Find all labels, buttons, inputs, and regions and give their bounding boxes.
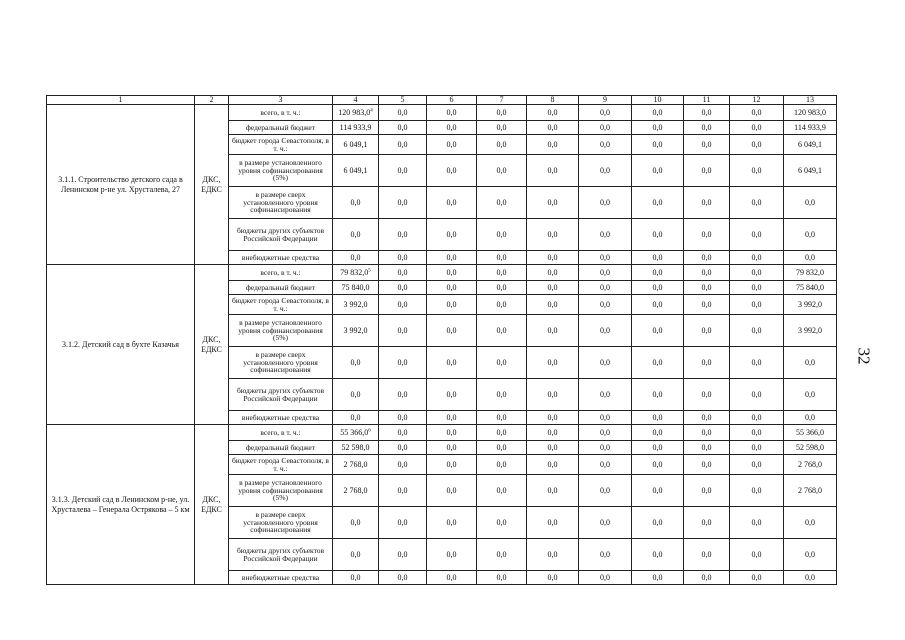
amount-cell: 0,0 — [730, 155, 784, 187]
amount-cell: 0,0 — [379, 475, 427, 507]
amount-value: 3 992,0 — [343, 299, 368, 309]
amount-cell: 0,0 — [527, 187, 579, 219]
amount-value: 114 933,9 — [339, 122, 372, 132]
total-cell: 52 598,0 — [784, 441, 837, 455]
amount-value: 0,0 — [350, 357, 361, 367]
amount-cell: 0,0 — [579, 105, 632, 121]
amount-cell: 0,0 — [477, 219, 527, 251]
amount-value: 0,0 — [350, 252, 361, 262]
amount-cell — [333, 295, 379, 315]
amount-cell: 0,0 — [427, 251, 477, 265]
amount-cell: 0,0 — [730, 281, 784, 295]
column-header: 4 — [333, 96, 379, 105]
funding-source-label: всего, в т. ч.: — [229, 425, 333, 441]
amount-cell: 0,0 — [684, 455, 730, 475]
amount-cell: 0,0 — [477, 475, 527, 507]
amount-cell: 0,0 — [684, 441, 730, 455]
amount-cell: 0,0 — [632, 455, 684, 475]
amount-cell: 0,0 — [730, 219, 784, 251]
amount-cell: 0,0 — [579, 475, 632, 507]
amount-cell: 0,0 — [632, 219, 684, 251]
funding-source-label: внебюджетные средства — [229, 251, 333, 265]
amount-cell — [333, 455, 379, 475]
amount-cell: 0,0 — [477, 539, 527, 571]
amount-cell: 0,0 — [684, 251, 730, 265]
amount-cell: 0,0 — [632, 571, 684, 585]
total-cell: 0,0 — [784, 539, 837, 571]
amount-cell: 0,0 — [379, 347, 427, 379]
amount-cell: 0,0 — [379, 315, 427, 347]
total-cell: 79 832,0 — [784, 265, 837, 281]
column-header: 13 — [784, 96, 837, 105]
total-cell: 0,0 — [784, 379, 837, 411]
amount-cell: 0,0 — [379, 539, 427, 571]
project-title: 3.1.2. Детский сад в бухте Казачья — [47, 265, 195, 425]
amount-cell — [333, 187, 379, 219]
amount-cell: 0,0 — [684, 539, 730, 571]
amount-cell: 0,0 — [527, 135, 579, 155]
amount-cell: 0,0 — [527, 411, 579, 425]
amount-cell: 0,0 — [684, 121, 730, 135]
page-number: 32 — [854, 347, 874, 365]
total-cell: 6 049,1 — [784, 135, 837, 155]
amount-cell: 0,0 — [730, 475, 784, 507]
amount-value: 120 983,0 — [338, 107, 371, 117]
amount-cell: 0,0 — [684, 411, 730, 425]
amount-cell: 0,0 — [379, 105, 427, 121]
column-header: 11 — [684, 96, 730, 105]
amount-cell: 0,0 — [632, 281, 684, 295]
amount-cell: 0,0 — [527, 347, 579, 379]
total-cell: 0,0 — [784, 347, 837, 379]
amount-cell: 0,0 — [632, 265, 684, 281]
amount-cell: 0,0 — [527, 121, 579, 135]
amount-cell: 0,0 — [379, 281, 427, 295]
amount-cell: 0,0 — [579, 441, 632, 455]
amount-cell: 0,0 — [684, 295, 730, 315]
amount-cell: 0,0 — [427, 347, 477, 379]
amount-value: 75 840,0 — [341, 282, 370, 292]
amount-cell: 0,0 — [730, 265, 784, 281]
table-row — [47, 265, 837, 281]
amount-cell: 0,0 — [684, 475, 730, 507]
amount-cell: 0,0 — [730, 411, 784, 425]
amount-cell: 0,0 — [684, 281, 730, 295]
amount-cell: 0,0 — [477, 135, 527, 155]
funding-source-label: бюджет города Севастополя, в т. ч.: — [229, 295, 333, 315]
amount-cell: 0,0 — [684, 105, 730, 121]
amount-cell: 0,0 — [427, 219, 477, 251]
column-header: 9 — [579, 96, 632, 105]
amount-cell: 0,0 — [579, 455, 632, 475]
funding-source-label: федеральный бюджет — [229, 441, 333, 455]
amount-cell: 0,0 — [379, 507, 427, 539]
total-cell: 2 768,0 — [784, 475, 837, 507]
amount-cell: 0,0 — [730, 251, 784, 265]
amount-cell: 0,0 — [632, 507, 684, 539]
amount-cell — [333, 441, 379, 455]
footnote-marker: 5 — [368, 267, 371, 273]
total-cell: 55 366,0 — [784, 425, 837, 441]
amount-cell — [333, 379, 379, 411]
amount-cell: 0,0 — [632, 251, 684, 265]
amount-cell: 0,0 — [632, 187, 684, 219]
total-cell: 0,0 — [784, 571, 837, 585]
amount-cell: 0,0 — [527, 295, 579, 315]
executor-cell: ДКС, ЕДКС — [195, 265, 229, 425]
amount-cell — [333, 475, 379, 507]
amount-cell: 0,0 — [427, 135, 477, 155]
amount-cell: 0,0 — [379, 295, 427, 315]
amount-cell: 0,0 — [579, 539, 632, 571]
column-header: 8 — [527, 96, 579, 105]
amount-cell: 0,0 — [427, 295, 477, 315]
funding-source-label: в размере сверх установленного уровня софинансирования — [229, 187, 333, 219]
amount-cell: 0,0 — [427, 507, 477, 539]
amount-cell: 0,0 — [579, 425, 632, 441]
amount-cell — [333, 121, 379, 135]
project-title: 3.1.3. Детский сад в Ленинском р-не, ул. Хрусталева – Генерала Острякова – 5 км — [47, 425, 195, 585]
amount-cell: 0,0 — [730, 539, 784, 571]
amount-cell: 0,0 — [527, 265, 579, 281]
amount-cell: 0,0 — [427, 571, 477, 585]
amount-cell: 0,0 — [379, 425, 427, 441]
funding-source-label: в размере сверх установленного уровня софинансирования — [229, 347, 333, 379]
amount-cell: 0,0 — [632, 155, 684, 187]
amount-cell: 0,0 — [632, 105, 684, 121]
total-cell: 114 933,9 — [784, 121, 837, 135]
amount-cell: 0,0 — [477, 187, 527, 219]
amount-cell: 0,0 — [579, 507, 632, 539]
amount-value: 6 049,1 — [343, 139, 368, 149]
funding-source-label: федеральный бюджет — [229, 121, 333, 135]
column-header: 5 — [379, 96, 427, 105]
amount-cell: 0,0 — [730, 105, 784, 121]
funding-source-label: бюджеты других субъектов Российской Федерации — [229, 539, 333, 571]
amount-cell: 0,0 — [730, 121, 784, 135]
amount-cell: 0,0 — [527, 571, 579, 585]
funding-source-label: всего, в т. ч.: — [229, 265, 333, 281]
budget-table — [46, 95, 837, 585]
amount-cell: 0,0 — [427, 539, 477, 571]
amount-cell — [333, 507, 379, 539]
amount-cell: 0,0 — [730, 135, 784, 155]
amount-cell — [333, 251, 379, 265]
amount-cell: 0,0 — [477, 105, 527, 121]
amount-value: 6 049,1 — [343, 165, 368, 175]
amount-cell: 0,0 — [379, 411, 427, 425]
amount-cell: 0,0 — [579, 281, 632, 295]
column-header: 2 — [195, 96, 229, 105]
amount-cell: 0,0 — [379, 441, 427, 455]
total-cell: 120 983,0 — [784, 105, 837, 121]
amount-cell — [333, 135, 379, 155]
column-header: 3 — [229, 96, 333, 105]
amount-cell: 0,0 — [632, 135, 684, 155]
amount-cell: 0,0 — [427, 105, 477, 121]
amount-cell: 0,0 — [730, 187, 784, 219]
funding-source-label: бюджет города Севастополя, в т. ч.: — [229, 135, 333, 155]
table-row — [47, 425, 837, 441]
amount-cell: 0,0 — [527, 455, 579, 475]
amount-cell: 0,0 — [527, 475, 579, 507]
funding-source-label: в размере установленного уровня софинансирования (5%) — [229, 475, 333, 507]
amount-value: 0,0 — [350, 389, 361, 399]
amount-cell: 0,0 — [477, 251, 527, 265]
amount-cell: 0,0 — [579, 379, 632, 411]
amount-cell: 0,0 — [730, 295, 784, 315]
amount-cell: 0,0 — [527, 539, 579, 571]
amount-cell: 0,0 — [684, 571, 730, 585]
amount-cell: 0,0 — [379, 187, 427, 219]
amount-value: 0,0 — [350, 572, 361, 582]
column-header: 6 — [427, 96, 477, 105]
executor-cell: ДКС, ЕДКС — [195, 105, 229, 265]
amount-cell: 0,0 — [379, 251, 427, 265]
amount-cell: 0,0 — [427, 411, 477, 425]
amount-cell: 0,0 — [579, 265, 632, 281]
amount-cell: 0,0 — [379, 121, 427, 135]
total-cell: 0,0 — [784, 411, 837, 425]
total-cell: 2 768,0 — [784, 455, 837, 475]
funding-source-label: в размере сверх установленного уровня софинансирования — [229, 507, 333, 539]
amount-cell — [333, 347, 379, 379]
amount-cell: 0,0 — [477, 507, 527, 539]
amount-cell: 0,0 — [477, 455, 527, 475]
amount-cell: 0,0 — [684, 507, 730, 539]
amount-cell: 0,0 — [477, 425, 527, 441]
amount-cell: 0,0 — [427, 379, 477, 411]
funding-source-label: бюджеты других субъектов Российской Федерации — [229, 379, 333, 411]
amount-cell: 0,0 — [730, 571, 784, 585]
amount-cell: 0,0 — [684, 379, 730, 411]
amount-cell: 0,0 — [379, 219, 427, 251]
amount-cell: 0,0 — [632, 121, 684, 135]
amount-cell: 0,0 — [379, 571, 427, 585]
amount-cell: 0,0 — [632, 379, 684, 411]
amount-cell: 0,0 — [477, 265, 527, 281]
amount-cell: 0,0 — [730, 455, 784, 475]
amount-cell: 0,0 — [477, 281, 527, 295]
amount-cell: 0,0 — [427, 441, 477, 455]
amount-cell: 0,0 — [730, 507, 784, 539]
amount-cell: 0,0 — [379, 135, 427, 155]
amount-cell: 0,0 — [579, 295, 632, 315]
amount-cell: 0,0 — [527, 379, 579, 411]
funding-source-label: бюджет города Севастополя, в т. ч.: — [229, 455, 333, 475]
column-header: 1 — [47, 96, 195, 105]
amount-cell: 0,0 — [684, 155, 730, 187]
funding-source-label: в размере установленного уровня софинансирования (5%) — [229, 155, 333, 187]
amount-cell: 0,0 — [477, 441, 527, 455]
amount-cell: 0,0 — [379, 155, 427, 187]
amount-cell: 0,0 — [684, 315, 730, 347]
amount-cell: 0,0 — [527, 441, 579, 455]
funding-source-label: внебюджетные средства — [229, 571, 333, 585]
amount-cell: 0,0 — [730, 315, 784, 347]
amount-cell: 0,0 — [527, 219, 579, 251]
amount-cell — [333, 105, 379, 121]
amount-value: 0,0 — [350, 229, 361, 239]
amount-cell — [333, 425, 379, 441]
amount-cell: 0,0 — [527, 425, 579, 441]
amount-value: 2 768,0 — [343, 459, 368, 469]
amount-cell: 0,0 — [632, 441, 684, 455]
amount-cell: 0,0 — [427, 265, 477, 281]
amount-cell: 0,0 — [730, 441, 784, 455]
funding-source-label: внебюджетные средства — [229, 411, 333, 425]
amount-cell: 0,0 — [632, 295, 684, 315]
amount-value: 79 832,0 — [340, 267, 369, 277]
amount-cell — [333, 281, 379, 295]
column-header: 12 — [730, 96, 784, 105]
amount-value: 55 366,0 — [340, 427, 369, 437]
amount-cell: 0,0 — [379, 265, 427, 281]
amount-cell: 0,0 — [684, 219, 730, 251]
amount-cell: 0,0 — [527, 507, 579, 539]
amount-cell: 0,0 — [684, 135, 730, 155]
amount-cell — [333, 219, 379, 251]
footnote-marker: 4 — [370, 107, 373, 113]
footnote-marker: 6 — [368, 427, 371, 433]
amount-value: 0,0 — [350, 412, 361, 422]
column-header: 7 — [477, 96, 527, 105]
amount-cell: 0,0 — [379, 379, 427, 411]
table-row — [47, 105, 837, 121]
amount-cell: 0,0 — [579, 571, 632, 585]
amount-cell: 0,0 — [632, 347, 684, 379]
amount-cell: 0,0 — [730, 347, 784, 379]
amount-cell — [333, 315, 379, 347]
amount-cell: 0,0 — [579, 121, 632, 135]
amount-cell: 0,0 — [477, 155, 527, 187]
funding-source-label: в размере установленного уровня софинансирования (5%) — [229, 315, 333, 347]
amount-cell: 0,0 — [427, 187, 477, 219]
amount-cell: 0,0 — [632, 315, 684, 347]
amount-cell: 0,0 — [427, 455, 477, 475]
amount-cell: 0,0 — [579, 219, 632, 251]
amount-cell: 0,0 — [579, 155, 632, 187]
amount-cell: 0,0 — [730, 425, 784, 441]
amount-cell: 0,0 — [684, 347, 730, 379]
amount-cell: 0,0 — [684, 187, 730, 219]
total-cell: 0,0 — [784, 187, 837, 219]
amount-value: 3 992,0 — [343, 325, 368, 335]
amount-cell: 0,0 — [477, 571, 527, 585]
amount-cell: 0,0 — [427, 281, 477, 295]
total-cell: 3 992,0 — [784, 295, 837, 315]
table-body — [47, 96, 837, 585]
amount-cell: 0,0 — [579, 135, 632, 155]
amount-cell: 0,0 — [527, 281, 579, 295]
amount-cell: 0,0 — [684, 425, 730, 441]
amount-cell: 0,0 — [477, 347, 527, 379]
amount-cell: 0,0 — [579, 347, 632, 379]
amount-cell: 0,0 — [527, 315, 579, 347]
amount-cell — [333, 539, 379, 571]
amount-cell: 0,0 — [477, 295, 527, 315]
amount-cell: 0,0 — [632, 411, 684, 425]
total-cell: 3 992,0 — [784, 315, 837, 347]
total-cell: 6 049,1 — [784, 155, 837, 187]
total-cell: 0,0 — [784, 251, 837, 265]
amount-cell — [333, 571, 379, 585]
amount-cell: 0,0 — [427, 475, 477, 507]
amount-cell: 0,0 — [632, 475, 684, 507]
amount-cell: 0,0 — [579, 187, 632, 219]
amount-value: 0,0 — [350, 517, 361, 527]
amount-cell: 0,0 — [527, 105, 579, 121]
amount-cell — [333, 411, 379, 425]
amount-cell: 0,0 — [427, 315, 477, 347]
funding-source-label: всего, в т. ч.: — [229, 105, 333, 121]
header-row — [47, 96, 837, 105]
amount-cell: 0,0 — [579, 251, 632, 265]
amount-cell: 0,0 — [632, 425, 684, 441]
amount-cell: 0,0 — [527, 251, 579, 265]
amount-cell — [333, 265, 379, 281]
amount-value: 2 768,0 — [343, 485, 368, 495]
amount-cell: 0,0 — [632, 539, 684, 571]
amount-cell: 0,0 — [477, 315, 527, 347]
amount-value: 0,0 — [350, 549, 361, 559]
total-cell: 75 840,0 — [784, 281, 837, 295]
total-cell: 0,0 — [784, 507, 837, 539]
amount-cell: 0,0 — [477, 121, 527, 135]
amount-cell: 0,0 — [527, 155, 579, 187]
total-cell: 0,0 — [784, 219, 837, 251]
amount-cell: 0,0 — [427, 155, 477, 187]
amount-cell: 0,0 — [730, 379, 784, 411]
amount-cell: 0,0 — [579, 315, 632, 347]
funding-source-label: федеральный бюджет — [229, 281, 333, 295]
amount-value: 52 598,0 — [341, 442, 370, 452]
amount-cell: 0,0 — [579, 411, 632, 425]
executor-cell: ДКС, ЕДКС — [195, 425, 229, 585]
amount-cell: 0,0 — [427, 425, 477, 441]
amount-cell: 0,0 — [477, 411, 527, 425]
amount-cell: 0,0 — [427, 121, 477, 135]
project-title: 3.1.1. Строительство детского сада в Ленинском р-не ул. Хрусталева, 27 — [47, 105, 195, 265]
funding-source-label: бюджеты других субъектов Российской Федерации — [229, 219, 333, 251]
column-header: 10 — [632, 96, 684, 105]
amount-cell — [333, 155, 379, 187]
amount-value: 0,0 — [350, 197, 361, 207]
amount-cell: 0,0 — [477, 379, 527, 411]
amount-cell: 0,0 — [379, 455, 427, 475]
amount-cell: 0,0 — [684, 265, 730, 281]
